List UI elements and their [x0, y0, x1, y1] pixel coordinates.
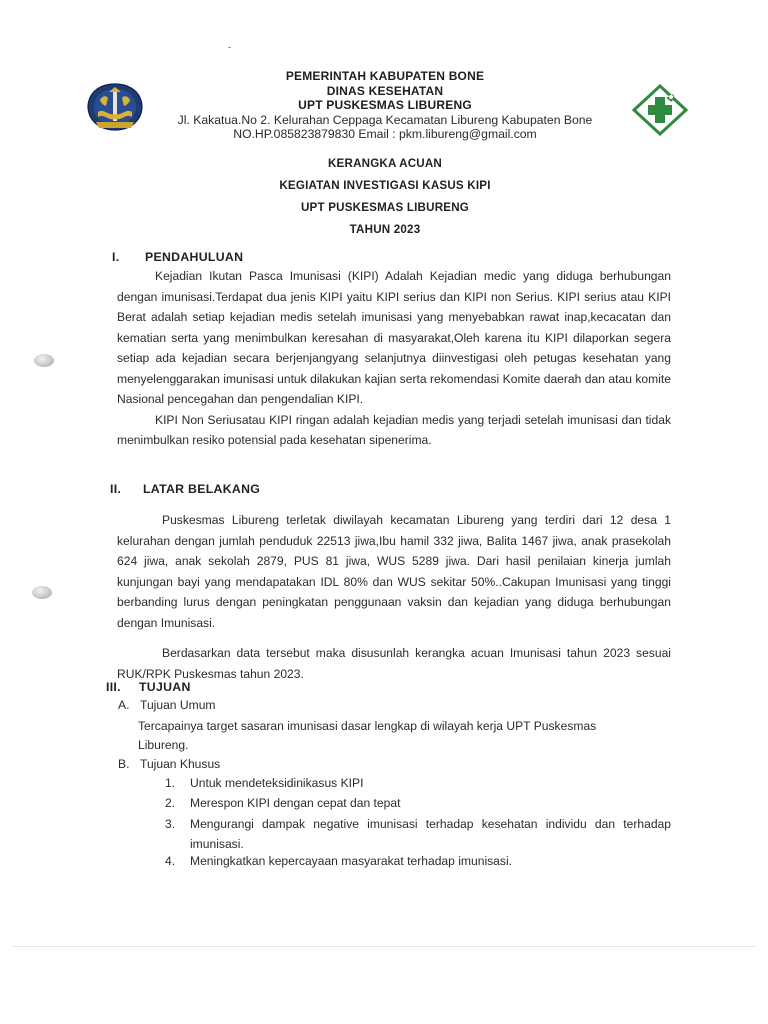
list-item-text: Meningkatkan kepercayaan masyarakat terhadap imunisasi. [190, 854, 513, 868]
paragraph: Kejadian Ikutan Pasca Imunisasi (KIPI) Adalah Kejadian medic yang diduga berhubungan dengan imunisasi.Terdapat dua jenis KIPI yaitu KIPI serius dan KIPI non Serius. KIPI serius atau KIPI Berat adalah setiap kejadian medis setelah imunisasi yang menyebabkan rawat inap,kecacatan dan kematian serta yang menimbulkan keresahan di masyarakat,Oleh karena itu KIPI dilaporkan segera setiap ada kejadian secara berjenjangyang selanjutnya diinvestigasi oleh petugas kesehatan yang menyelenggarakan imunisasi untuk dilakukan kajian serta rekomendasi Komite daerah dan atau komite Nasional pencegahan dan pengendalian KIPI. [117, 269, 671, 406]
paragraph: KIPI Non Seriusatau KIPI ringan adalah kejadian medis yang terjadi setelah imunisasi dan tidak menimbulkan resiko potensial pada kesehatan sipenerima. [117, 412, 671, 447]
institution-address: Jl. Kakatua.No 2. Kelurahan Ceppaga Kecamatan Libureng Kabupaten Bone [177, 112, 593, 127]
scan-speck [228, 47, 231, 48]
paragraph: Berdasarkan data tersebut maka disusunlah kerangka acuan Imunisasi tahun 2023 sesuai RUK/RPK Puskesmas tahun 2023. [117, 646, 671, 681]
department-name: DINAS KESEHATAN [326, 83, 444, 98]
institution-contact: NO.HP.085823879830 Email : pkm.libureng@gmail.com [233, 127, 537, 141]
section-number: II. [110, 482, 122, 496]
list-item-text: Untuk mendeteksidinikasus KIPI [190, 776, 364, 790]
list-item [165, 814, 671, 854]
government-name: PEMERINTAH KABUPATEN BONE [285, 69, 485, 83]
document-title [150, 153, 620, 241]
scan-edge-line [12, 946, 756, 947]
subsection-label: B. [118, 757, 130, 771]
section-number: I. [112, 250, 120, 264]
subsection-title: Tujuan Umum [140, 698, 216, 712]
bone-regency-emblem [86, 82, 144, 132]
tujuan-umum-text-line-1: Tercapainya target sasaran imunisasi dasar lengkap di wilayah kerja UPT Puskesmas [138, 719, 597, 733]
title-line-1: KERANGKA ACUAN [327, 157, 442, 170]
title-line-3: UPT PUSKESMAS LIBURENG [300, 201, 469, 214]
list-item [165, 793, 671, 813]
section-title: PENDAHULUAN [145, 250, 244, 264]
list-item-number: 2. [165, 796, 176, 810]
list-item-number: 3. [165, 817, 176, 831]
list-item-text: Mengurangi dampak negative imunisasi terhadap kesehatan individu dan terhadap imunisasi. [190, 817, 671, 851]
title-line-2: KEGIATAN INVESTIGASI KASUS KIPI [279, 179, 491, 192]
letterhead [140, 69, 630, 142]
list-item [165, 851, 671, 871]
list-item-number: 1. [165, 776, 176, 790]
subsection-label: A. [118, 698, 130, 712]
section-title: LATAR BELAKANG [143, 482, 261, 496]
list-item-number: 4. [165, 854, 176, 868]
puskesmas-emblem [632, 84, 688, 136]
tujuan-umum-text-line-2: Libureng. [138, 738, 189, 752]
latar-belakang-body [117, 510, 671, 684]
punch-hole [32, 586, 52, 599]
punch-hole [34, 354, 54, 367]
list-item-text: Merespon KIPI dengan cepat dan tepat [190, 796, 401, 810]
pendahuluan-body [117, 266, 671, 451]
section-title: TUJUAN [139, 680, 191, 694]
paragraph: Puskesmas Libureng terletak diwilayah kecamatan Libureng yang terdiri dari 12 desa 1 kelurahan dengan jumlah penduduk 22513 jiwa,Ibu hamil 332 jiwa, Balita 1467 jiwa, anak prasekolah 624 jiwa, anak sekolah 2879, PUS 81 jiwa, WUS 5289 jiwa. Dari hasil penilaian kinerja jumlah kunjungan bayi yang mendapatakan IDL 80% dan WUS sekitar 50%..Cakupan Imunisasi yang tinggi berbanding lurus dengan peningkatan penggunaan vaksin dan kejadian yang diduga berhubungan dengan Imunisasi. [117, 513, 671, 630]
list-item [165, 773, 671, 793]
institution-name: UPT PUSKESMAS LIBURENG [298, 98, 472, 112]
title-line-4: TAHUN 2023 [349, 223, 421, 236]
section-number: III. [106, 680, 121, 694]
subsection-title: Tujuan Khusus [140, 757, 221, 771]
